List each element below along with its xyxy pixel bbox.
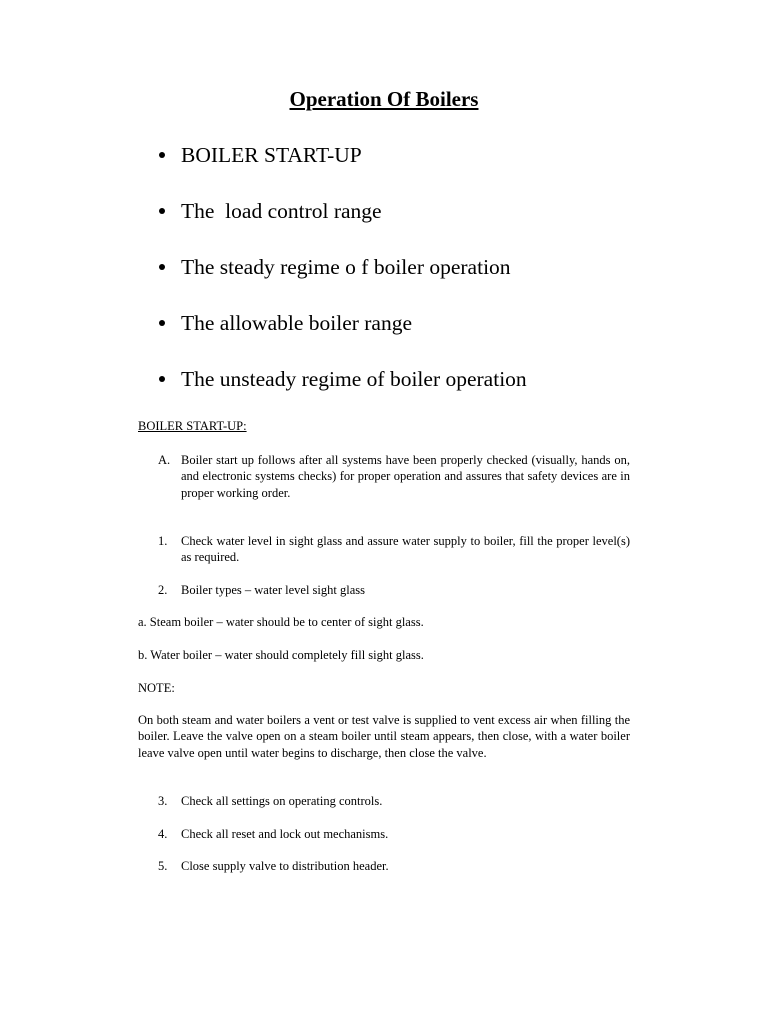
list-item-text: Check all reset and lock out mechanisms. xyxy=(181,827,389,841)
list-item-label: A. xyxy=(158,453,171,467)
bullet-item xyxy=(158,308,718,364)
bullet-text: BOILER START-UP xyxy=(181,143,362,167)
bullet-dot-icon xyxy=(159,152,165,158)
bullet-item xyxy=(158,252,718,308)
list-item-2 xyxy=(158,582,630,598)
bullet-dot-icon xyxy=(159,264,165,270)
topic-bullet-list xyxy=(158,140,718,420)
list-item-label: 3. xyxy=(158,794,168,808)
list-item-3 xyxy=(158,793,630,809)
note-label: NOTE: xyxy=(138,681,175,695)
bullet-text: The allowable boiler range xyxy=(181,311,413,335)
page-title: Operation Of Boilers xyxy=(289,87,479,111)
list-item-label: 5. xyxy=(158,859,168,873)
list-item-4 xyxy=(158,826,630,842)
bullet-text: The unsteady regime of boiler operation xyxy=(181,367,527,391)
list-item-text: Boiler types – water level sight glass xyxy=(181,583,365,597)
bullet-item xyxy=(158,364,718,420)
list-item-label: 2. xyxy=(158,583,168,597)
bullet-dot-icon xyxy=(159,320,165,326)
list-item-text: Check water level in sight glass and assure water supply to boiler, fill the proper level(s) as required. xyxy=(181,534,630,565)
list-item-a xyxy=(158,452,630,501)
bullet-text: The steady regime o f boiler operation xyxy=(181,255,511,279)
list-item-5 xyxy=(158,858,630,874)
bullet-item xyxy=(158,140,718,196)
note-text: On both steam and water boilers a vent or test valve is supplied to vent excess air when filling the boiler. Leave the valve open on a steam boiler until steam appears, then close, with a water boiler leave valve open until water begins to discharge, then close the valve. xyxy=(138,713,630,760)
list-item-text: Check all settings on operating controls. xyxy=(181,794,383,808)
bullet-dot-icon xyxy=(159,376,165,382)
list-item-text: Close supply valve to distribution header. xyxy=(181,859,389,873)
list-item-label: 4. xyxy=(158,827,168,841)
bullet-dot-icon xyxy=(159,208,165,214)
section-heading: BOILER START-UP: xyxy=(138,419,247,433)
list-item-label: 1. xyxy=(158,534,168,548)
steam-boiler-line: a. Steam boiler – water should be to center of sight glass. xyxy=(138,615,424,629)
water-boiler-line: b. Water boiler – water should completely fill sight glass. xyxy=(138,648,424,662)
bullet-item xyxy=(158,196,718,252)
list-item-text: Boiler start up follows after all systems have been properly checked (visually, hands on, and electronic systems checks) for proper operation and assures that safety devices are in proper working order. xyxy=(181,453,630,500)
bullet-text: The load control range xyxy=(181,199,382,223)
list-item-1 xyxy=(158,533,630,566)
